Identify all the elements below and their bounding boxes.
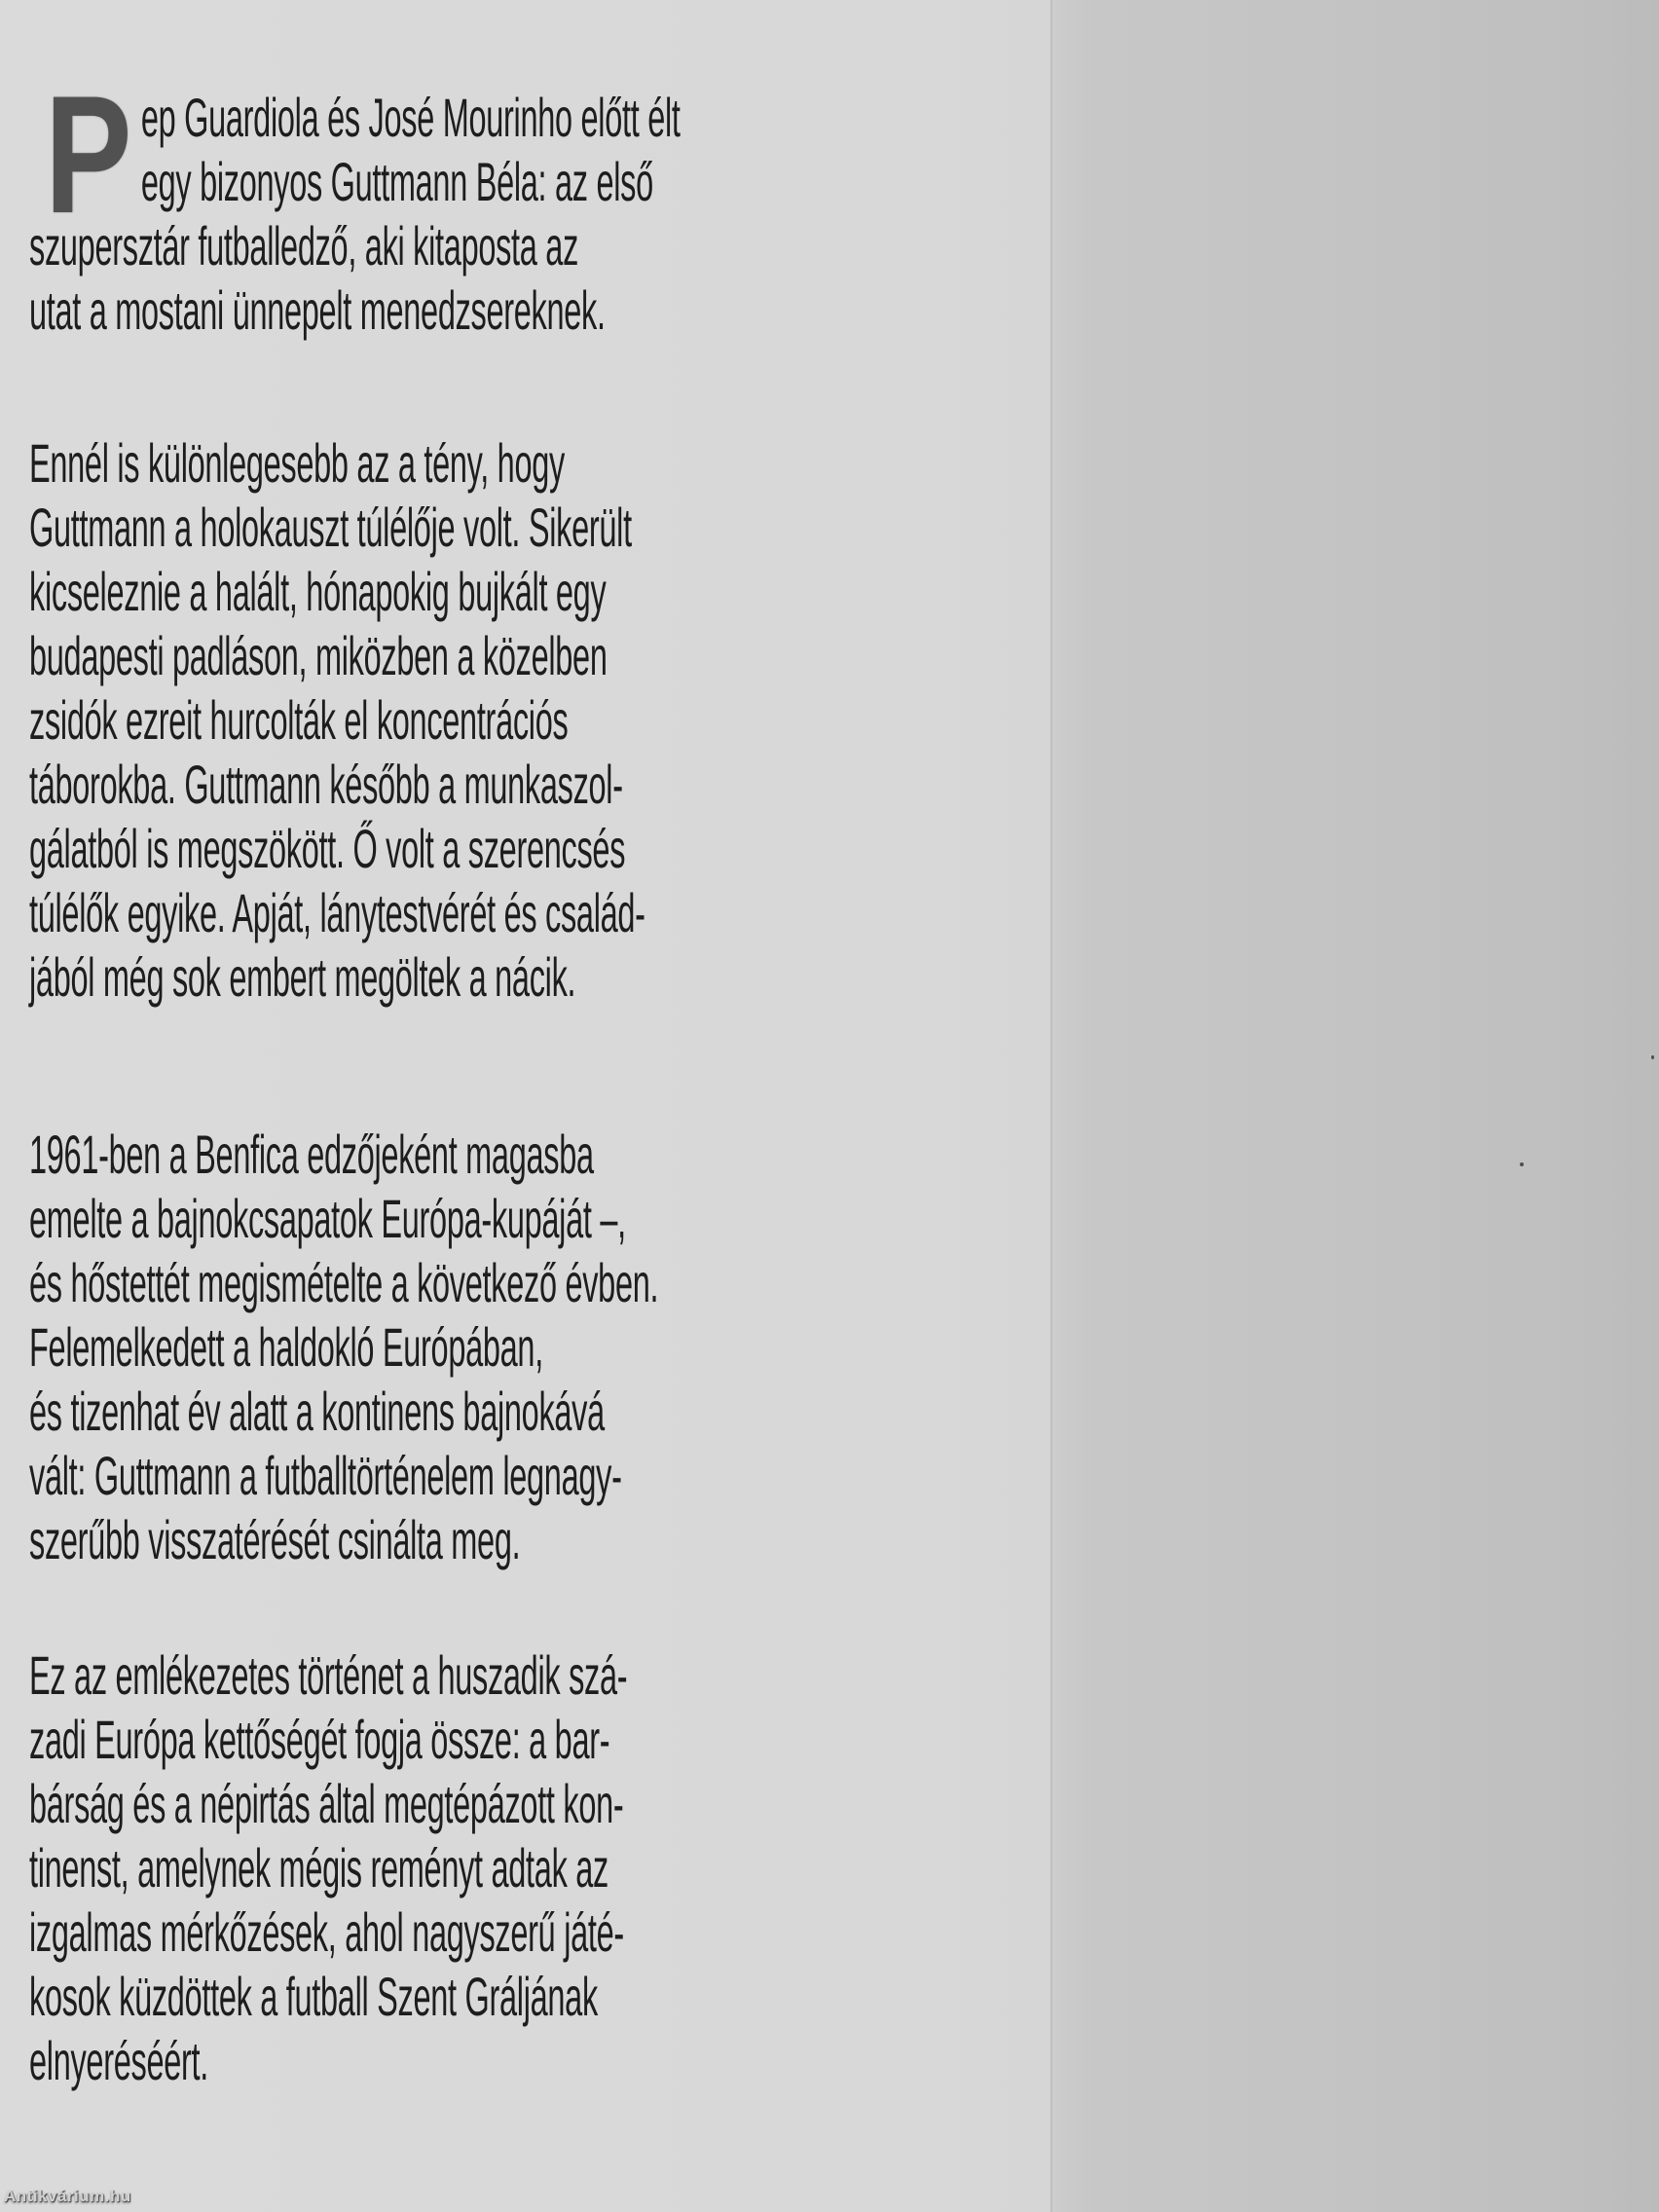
text-line: tinenst, amelynek mégis reményt adtak az	[29, 1837, 608, 1899]
paragraph-3	[29, 1123, 658, 1572]
text-line: kosok küzdöttek a futball Szent Gráljának	[29, 1966, 598, 2027]
text-line: zadi Európa kettőségét fogja össze: a bar-	[29, 1709, 610, 1770]
text-line: ep Guardiola és José Mourinho előtt élt	[140, 87, 681, 148]
scan-speck	[1520, 1162, 1524, 1166]
text-line: gálatból is megszökött. Ő volt a szerencsés	[29, 818, 626, 879]
text-line: emelte a bajnokcsapatok Európa-kupáját –,	[29, 1188, 626, 1249]
text-line: 1961-ben a Benfica edzőjeként magasba	[29, 1124, 594, 1185]
paragraph-1	[29, 61, 681, 343]
text-line: egy bizonyos Guttmann Béla: az első	[140, 151, 653, 212]
text-line: Ez az emlékezetes történet a huszadik szá-	[29, 1644, 628, 1706]
text-line: bárság és a népirtás által megtépázott kon-	[29, 1773, 624, 1834]
text-line: kicseleznie a halált, hónapokig bujkált egy	[29, 561, 607, 622]
text-line: és hőstettét megismételte a következő évben.	[29, 1252, 659, 1313]
drop-cap-letter: P	[45, 61, 132, 248]
text-line: túlélők egyike. Apját, lánytestvérét és család-	[29, 882, 645, 943]
text-line: jából még sok embert megöltek a nácik.	[29, 946, 576, 1008]
text-line: táborokba. Guttmann később a munkaszol-	[29, 754, 623, 815]
text-line: Guttmann a holokauszt túlélője volt. Sikerült	[29, 497, 632, 558]
paragraph-4	[29, 1643, 627, 2093]
text-line: és tizenhat év alatt a kontinens bajnokává	[29, 1381, 605, 1442]
scan-speck	[1651, 1055, 1654, 1059]
text-line: zsidók ezreit hurcolták el koncentrációs	[29, 689, 569, 751]
text-line: elnyeréséért.	[29, 2030, 208, 2091]
text-line: vált: Guttmann a futballtörténelem legnagy-	[29, 1445, 622, 1506]
paragraph-2	[29, 431, 645, 1010]
text-line: szupersztár futballedző, aki kitaposta az	[29, 215, 579, 276]
text-line: Ennél is különlegesebb az a tény, hogy	[29, 432, 565, 494]
page-fold-shadow	[1051, 0, 1052, 2212]
text-line: utat a mostani ünnepelt menedzsereknek.	[29, 279, 606, 341]
text-line: budapesti padláson, miközben a közelben	[29, 625, 608, 686]
antikvarium-watermark: Antikvárium.hu	[4, 2187, 131, 2205]
text-line: szerűbb visszatérését csinálta meg.	[29, 1509, 521, 1570]
text-line: Felemelkedett a haldokló Európában,	[29, 1316, 543, 1378]
text-line: izgalmas mérkőzések, ahol nagyszerű játé-	[29, 1901, 624, 1963]
